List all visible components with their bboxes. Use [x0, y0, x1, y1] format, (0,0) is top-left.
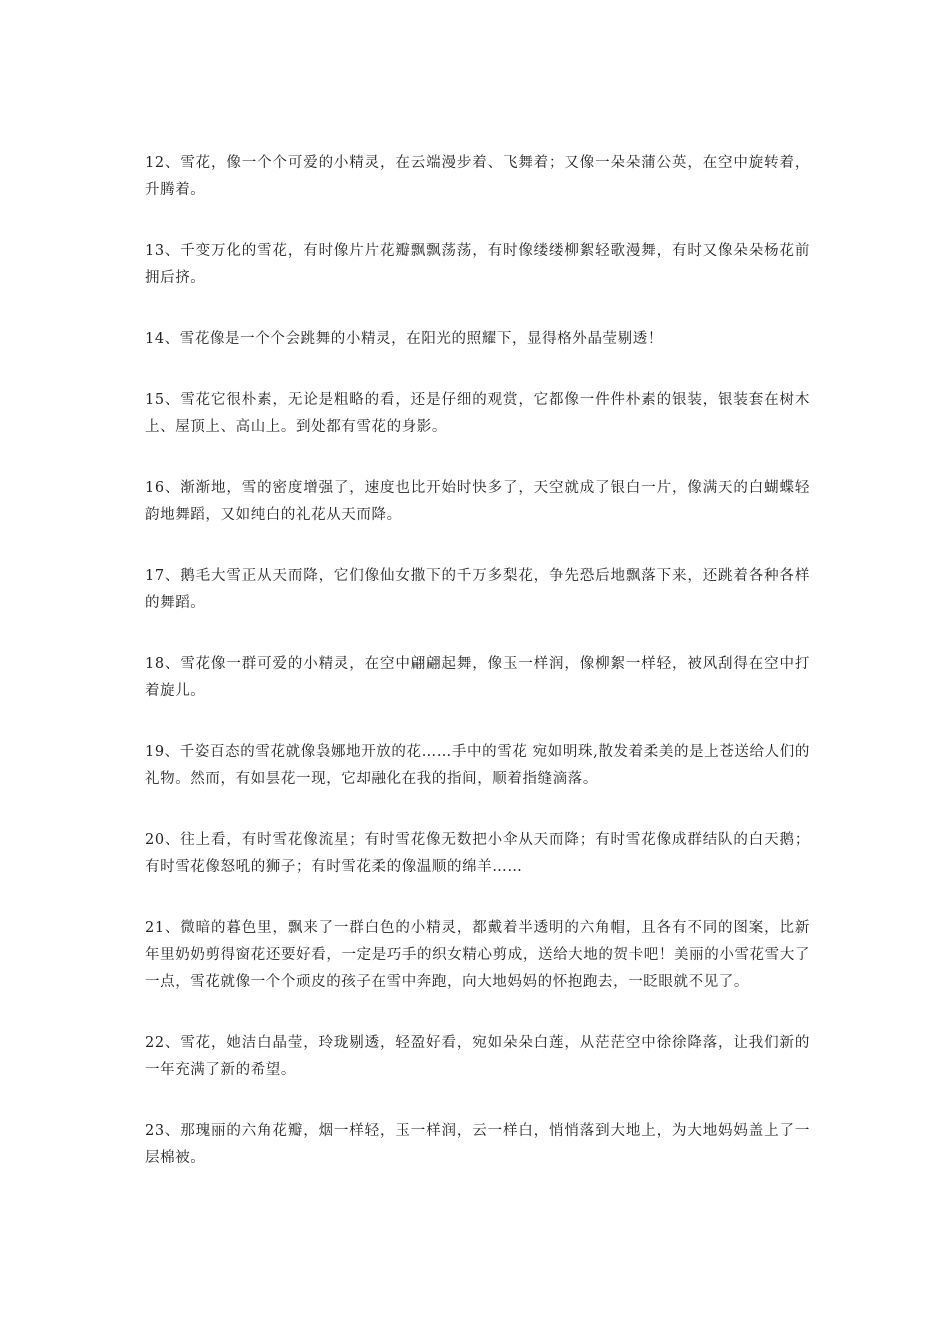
paragraph-13: 13、千变万化的雪花，有时像片片花瓣飘飘荡荡，有时像缕缕柳絮轻歌漫舞，有时又像朵朵杨花前拥后挤。 [145, 243, 810, 286]
paragraph-16: 16、渐渐地，雪的密度增强了，速度也比开始时快多了，天空就成了银白一片，像满天的白蝴蝶轻韵地舞蹈，又如纯白的礼花从天而降。 [145, 480, 810, 523]
paragraph-12: 12、雪花，像一个个可爱的小精灵，在云端漫步着、飞舞着；又像一朵朵蒲公英，在空中旋转着，升腾着。 [145, 155, 810, 198]
paragraph-19: 19、千姿百态的雪花就像袅娜地开放的花……手中的雪花 宛如明珠,散发着柔美的是上苍送给人们的礼物。然而，有如昙花一现，它却融化在我的指间，顺着指缝滴落。 [145, 744, 810, 787]
paragraph-21: 21、微暗的暮色里，飘来了一群白色的小精灵，都戴着半透明的六角帽，且各有不同的图案，比新年里奶奶剪得窗花还要好看，一定是巧手的织女精心剪成，送给大地的贺卡吧！美丽的小雪花雪大了一点，雪花就像一个个顽皮的孩子在雪中奔跑，向大地妈妈的怀抱跑去，一眨眼就不见了。 [145, 920, 810, 990]
paragraph-20: 20、往上看，有时雪花像流星；有时雪花像无数把小伞从天而降；有时雪花像成群结队的白天鹅；有时雪花像怒吼的狮子；有时雪花柔的像温顺的绵羊…… [145, 832, 810, 875]
paragraph-14: 14、雪花像是一个个会跳舞的小精灵，在阳光的照耀下，显得格外晶莹剔透！ [145, 331, 663, 347]
paragraph-17: 17、鹅毛大雪正从天而降，它们像仙女撒下的千万多梨花，争先恐后地飘落下来，还跳着各种各样的舞蹈。 [145, 568, 810, 611]
paragraph-23: 23、那瑰丽的六角花瓣，烟一样轻，玉一样润，云一样白，悄悄落到大地上，为大地妈妈盖上了一层棉被。 [145, 1123, 810, 1166]
document-body [145, 150, 810, 1206]
paragraph-18: 18、雪花像一群可爱的小精灵，在空中翩翩起舞，像玉一样润，像柳絮一样轻，被风刮得在空中打着旋儿。 [145, 656, 810, 699]
paragraph-22: 22、雪花，她洁白晶莹，玲珑剔透，轻盈好看，宛如朵朵白莲，从茫茫空中徐徐降落，让我们新的一年充满了新的希望。 [145, 1035, 810, 1078]
paragraph-15: 15、雪花它很朴素，无论是粗略的看，还是仔细的观赏，它都像一件件朴素的银装，银装套在树木上、屋顶上、高山上。到处都有雪花的身影。 [145, 392, 810, 435]
